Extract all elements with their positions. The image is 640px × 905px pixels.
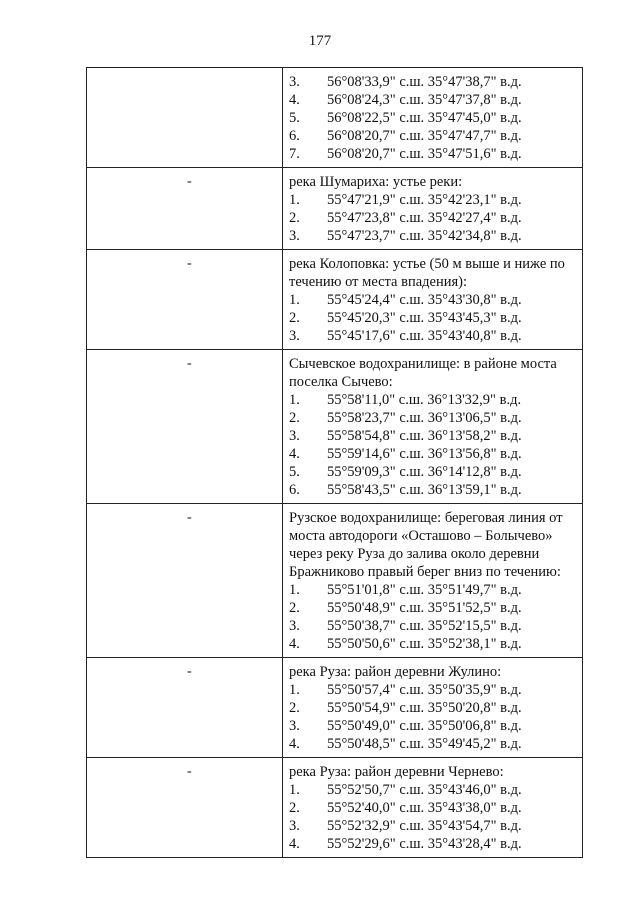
coordinate-value: 55°50'48,9" с.ш. 35°51'52,5" в.д. (327, 600, 522, 616)
row-marker: - (187, 764, 192, 779)
coordinate-value: 55°50'48,5" с.ш. 35°49'45,2" в.д. (327, 736, 522, 752)
coordinate-value: 55°58'11,0" с.ш. 36°13'32,9" в.д. (327, 392, 522, 408)
location-heading: река Колоповка: устье (50 м выше и ниже по течению от места впадения): (289, 256, 565, 290)
coordinate-value: 55°45'20,3" с.ш. 35°43'45,3" в.д. (327, 310, 522, 326)
coordinate-value: 55°50'57,4" с.ш. 35°50'35,9" в.д. (327, 682, 522, 698)
table-row (87, 658, 583, 758)
coordinate-line (289, 463, 579, 481)
coordinate-line (289, 227, 579, 245)
coordinate-number: 2. (289, 210, 300, 226)
coordinate-value: 55°50'54,9" с.ш. 35°50'20,8" в.д. (327, 700, 522, 716)
coordinate-line (289, 599, 579, 617)
coordinate-number: 6. (289, 482, 300, 498)
coordinate-value: 55°47'23,7" с.ш. 35°42'34,8" в.д. (327, 228, 522, 244)
coordinate-value: 56°08'33,9" с.ш. 35°47'38,7" в.д. (327, 74, 522, 90)
row-content-cell (283, 68, 583, 168)
coordinate-value: 55°45'17,6" с.ш. 35°43'40,8" в.д. (327, 328, 522, 344)
coordinate-value: 56°08'24,3" с.ш. 35°47'37,8" в.д. (327, 92, 522, 108)
coordinate-line (289, 835, 579, 853)
coordinate-line (289, 617, 579, 635)
coordinate-value: 55°50'50,6" с.ш. 35°52'38,1" в.д. (327, 636, 522, 652)
coordinate-line (289, 735, 579, 753)
table-body (87, 68, 583, 858)
coordinate-value: 56°08'20,7" с.ш. 35°47'51,6" в.д. (327, 146, 522, 162)
table-row (87, 350, 583, 504)
coordinate-value: 55°52'29,6" с.ш. 35°43'28,4" в.д. (327, 836, 522, 852)
coordinate-value: 55°45'24,4" с.ш. 35°43'30,8" в.д. (327, 292, 522, 308)
coordinate-number: 4. (289, 92, 300, 108)
coordinate-line (289, 781, 579, 799)
page-number: 177 (308, 33, 332, 49)
row-marker-cell (87, 504, 283, 658)
coordinate-line (289, 635, 579, 653)
coordinate-value: 55°52'40,0" с.ш. 35°43'38,0" в.д. (327, 800, 522, 816)
coordinate-value: 55°47'23,8" с.ш. 35°42'27,4" в.д. (327, 210, 522, 226)
row-content-cell (283, 168, 583, 250)
coordinate-number: 3. (289, 428, 300, 444)
coordinate-value: 55°58'43,5" с.ш. 36°13'59,1" в.д. (327, 482, 522, 498)
row-marker-cell (87, 758, 283, 858)
coordinate-line (289, 799, 579, 817)
coordinate-number: 4. (289, 736, 300, 752)
coordinate-number: 2. (289, 700, 300, 716)
coordinate-value: 55°47'21,9" с.ш. 35°42'23,1" в.д. (327, 192, 522, 208)
table-row (87, 250, 583, 350)
coordinate-line (289, 427, 579, 445)
coordinate-number: 2. (289, 800, 300, 816)
coordinate-line (289, 127, 579, 145)
coordinate-line (289, 817, 579, 835)
coordinate-value: 55°52'50,7" с.ш. 35°43'46,0" в.д. (327, 782, 522, 798)
coordinate-number: 1. (289, 582, 300, 598)
coordinate-number: 5. (289, 464, 300, 480)
coordinate-line (289, 391, 579, 409)
coordinate-line (289, 409, 579, 427)
location-heading: Сычевское водохранилище: в районе моста поселка Сычево: (289, 356, 557, 390)
coordinate-number: 3. (289, 74, 300, 90)
coordinate-value: 55°52'32,9" с.ш. 35°43'54,7" в.д. (327, 818, 522, 834)
coordinate-line (289, 291, 579, 309)
coordinate-number: 4. (289, 636, 300, 652)
coordinate-line (289, 309, 579, 327)
coordinate-value: 56°08'22,5" с.ш. 35°47'45,0" в.д. (327, 110, 522, 126)
row-content-cell (283, 250, 583, 350)
coordinate-number: 4. (289, 836, 300, 852)
coordinate-number: 2. (289, 410, 300, 426)
location-heading: река Руза: район деревни Чернево: (289, 764, 504, 780)
coordinate-number: 1. (289, 192, 300, 208)
coordinate-number: 1. (289, 782, 300, 798)
coordinate-line (289, 699, 579, 717)
location-heading: река Руза: район деревни Жулино: (289, 664, 502, 680)
coordinate-number: 2. (289, 600, 300, 616)
coordinate-line (289, 327, 579, 345)
coordinate-number: 5. (289, 110, 300, 126)
row-content-cell (283, 758, 583, 858)
coordinate-number: 2. (289, 310, 300, 326)
coordinate-line (289, 481, 579, 499)
table-row (87, 758, 583, 858)
coordinate-line (289, 145, 579, 163)
coordinate-number: 7. (289, 146, 300, 162)
coordinate-number: 1. (289, 292, 300, 308)
coordinate-value: 55°58'23,7" с.ш. 36°13'06,5" в.д. (327, 410, 522, 426)
row-marker-cell (87, 658, 283, 758)
row-marker-cell (87, 250, 283, 350)
coordinate-value: 55°50'38,7" с.ш. 35°52'15,5" в.д. (327, 618, 522, 634)
coordinate-number: 3. (289, 618, 300, 634)
row-marker-cell (87, 350, 283, 504)
table-row (87, 68, 583, 168)
coordinate-line (289, 717, 579, 735)
row-marker-cell (87, 68, 283, 168)
location-heading: река Шумариха: устье реки: (289, 174, 463, 190)
coordinate-line (289, 445, 579, 463)
row-marker: - (187, 356, 192, 371)
row-marker-cell (87, 168, 283, 250)
table-row (87, 168, 583, 250)
coordinate-line (289, 73, 579, 91)
coordinate-number: 4. (289, 446, 300, 462)
coordinate-value: 55°59'14,6" с.ш. 36°13'56,8" в.д. (327, 446, 522, 462)
coordinate-value: 55°59'09,3" с.ш. 36°14'12,8" в.д. (327, 464, 522, 480)
table-row (87, 504, 583, 658)
coordinates-table (86, 67, 583, 858)
coordinate-value: 55°58'54,8" с.ш. 36°13'58,2" в.д. (327, 428, 522, 444)
coordinate-value: 55°50'49,0" с.ш. 35°50'06,8" в.д. (327, 718, 522, 734)
coordinate-line (289, 109, 579, 127)
coordinate-line (289, 91, 579, 109)
coordinate-number: 6. (289, 128, 300, 144)
row-marker: - (187, 664, 192, 679)
coordinate-number: 3. (289, 718, 300, 734)
row-marker: - (187, 174, 192, 189)
coordinate-value: 56°08'20,7" с.ш. 35°47'47,7" в.д. (327, 128, 522, 144)
coordinate-value: 55°51'01,8" с.ш. 35°51'49,7" в.д. (327, 582, 522, 598)
row-marker: - (187, 256, 192, 271)
row-content-cell (283, 504, 583, 658)
coordinate-number: 1. (289, 682, 300, 698)
location-heading: Рузское водохранилище: береговая линия от моста автодороги «Осташово – Болычево» через реку Руза до залива около деревни Бражниково правый берег вниз по течению: (289, 510, 563, 580)
coordinate-number: 3. (289, 328, 300, 344)
coordinate-number: 3. (289, 228, 300, 244)
row-marker: - (187, 510, 192, 525)
coordinate-number: 3. (289, 818, 300, 834)
coordinate-line (289, 681, 579, 699)
coordinate-line (289, 581, 579, 599)
coordinate-number: 1. (289, 392, 300, 408)
row-content-cell (283, 658, 583, 758)
coordinate-line (289, 209, 579, 227)
row-content-cell (283, 350, 583, 504)
coordinate-line (289, 191, 579, 209)
